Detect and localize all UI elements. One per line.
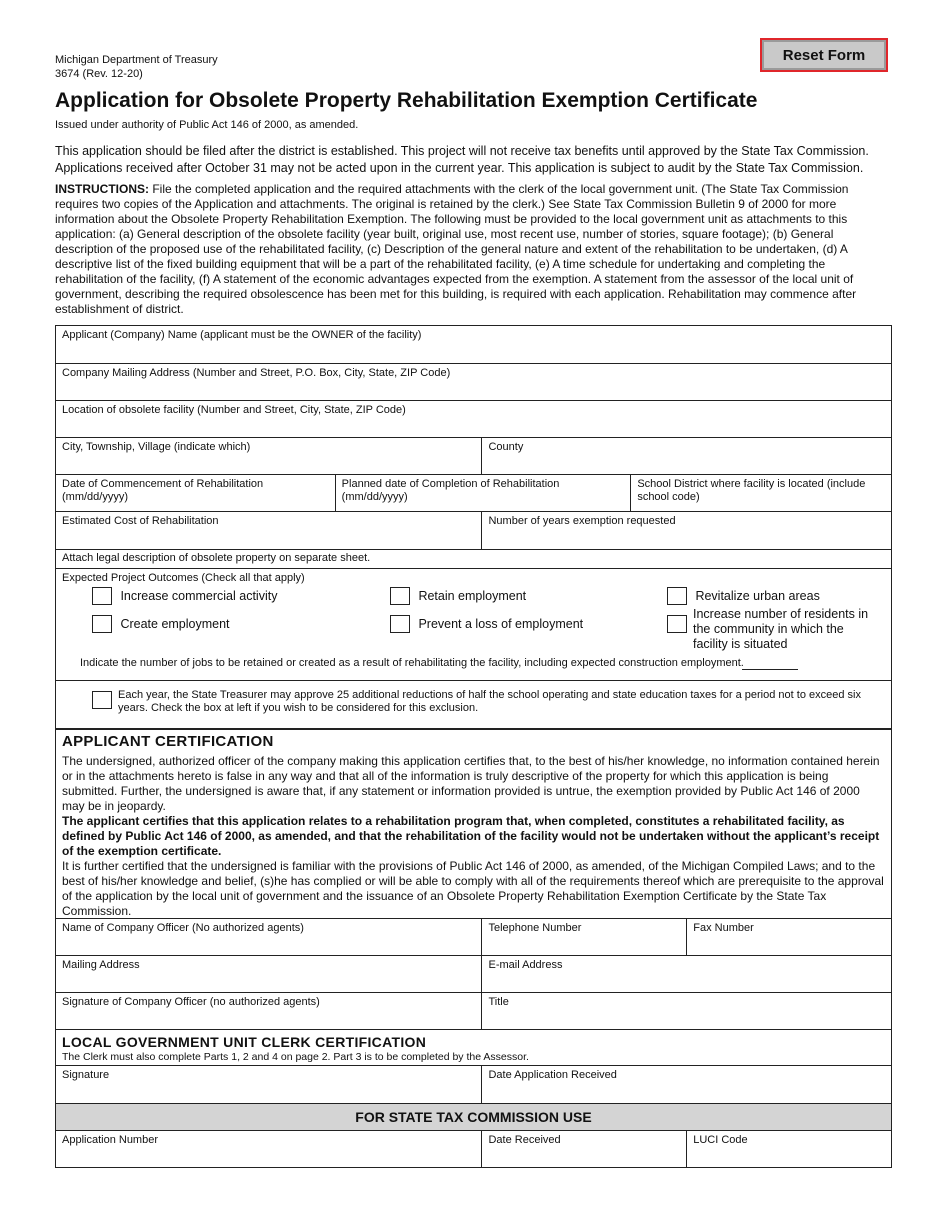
school-tax-exclusion-checkbox[interactable] [92,691,112,709]
reset-form-button[interactable]: Reset Form [760,38,888,72]
clerk-certification [55,1029,892,1065]
city-county-row [55,437,892,474]
telephone-field[interactable]: Telephone Number [481,919,686,955]
location-row [55,400,892,437]
email-field[interactable]: E-mail Address [481,956,891,992]
legal-description-note: Attach legal description of obsolete property on separate sheet. [62,552,371,564]
officer-signature-row [55,992,892,1029]
officer-signature-field[interactable]: Signature of Company Officer (no authorized agents) [62,996,320,1008]
years-requested-field[interactable]: Number of years exemption requested [481,512,891,549]
outcome-label: Create employment [120,617,230,632]
outcome-checkbox[interactable] [92,615,112,633]
agency-name: Michigan Department of Treasury [55,54,218,66]
outcome-option [92,587,277,605]
mailing-address-row [55,363,892,400]
outcome-label: Increase commercial activity [120,589,278,604]
officer-name-field[interactable]: Name of Company Officer (No authorized agents) [62,922,304,934]
outcome-checkbox[interactable] [92,587,112,605]
intro-line-1: This application should be filed after the district is established. This project will not receive tax benefits until approved by the State Tax Commission. [55,144,869,158]
applicant-name-field[interactable]: Applicant (Company) Name (applicant must be the OWNER of the facility) [62,329,422,341]
clerk-row [55,1065,892,1103]
facility-location-field[interactable]: Location of obsolete facility (Number and Street, City, State, ZIP Code) [62,404,406,416]
officer-address-row [55,955,892,992]
fax-field[interactable]: Fax Number [686,919,891,955]
outcome-option [390,615,583,633]
jobs-count-input[interactable] [742,668,798,670]
cost-years-row [55,511,892,549]
outcomes-label: Expected Project Outcomes (Check all that apply) [62,572,305,584]
outcome-label: Prevent a loss of employment [418,617,584,632]
officer-mailing-address-field[interactable]: Mailing Address [62,959,140,971]
school-tax-section [55,680,892,728]
outcome-checkbox[interactable] [667,615,687,633]
outcome-label: Increase number of residents in the community in which the facility is situated [693,607,869,651]
stc-date-received-field[interactable]: Date Received [481,1131,686,1167]
estimated-cost-field[interactable]: Estimated Cost of Rehabilitation [62,515,219,527]
application-number-field[interactable]: Application Number [62,1134,158,1146]
outcome-label: Revitalize urban areas [695,589,820,604]
outcome-option [667,587,820,605]
clerk-certification-title: LOCAL GOVERNMENT UNIT CLERK CERTIFICATION [62,1034,427,1050]
applicant-name-row [55,325,892,363]
certification-paragraph-1: The undersigned, authorized officer of the company making this application certifies that, to the best of his/her knowledge, no information contained herein or in the attachments hereto is false in any way and that all of the information is truly descriptive of the property for which this application is being submitted. Further, the undersigned is aware that, if any statement or information provided is untrue, the exemption provided by Public Act 146 of 2000 may be in jeopardy. [62,754,880,813]
jobs-question: Indicate the number of jobs to be retained or created as a result of rehabilitating the facility, including expected construction employment. [80,657,744,669]
city-township-field[interactable]: City, Township, Village (indicate which) [62,441,251,453]
stc-row [55,1130,892,1168]
county-field[interactable]: County [481,438,891,474]
certification-paragraph-2: The applicant certifies that this application relates to a rehabilitation program that, when completed, constitutes a rehabilitated facility, as defined by Public Act 146 of 2000, as amended, and that the rehabilitation of the facility would not be undertaken without the applicant’s receipt of the exemption certificate. [62,814,880,858]
instructions-text: File the completed application and the required attachments with the clerk of the local government unit. (The State Tax Commission requires two copies of the Application and attachments. The original is retained by the clerk.) See State Tax Commission Bulletin 9 of 2000 for more information about the Obsolete Property Rehabilitation Exemption. The following must be provided to the local government unit as attachments to this application: (a) General description of the obsolete facility (year built, original use, most recent use, number of stories, square footage); (b) General description of the proposed use of the rehabilitated facility, (c) Description of the general nature and extent of the rehabilitation to be undertaken, (d) A descriptive list of the fixed building equipment that will be a part of the rehabilitated facility, (e) A time schedule for undertaking and completing the rehabilitation of the facility, (f) A statement of the economic advantages expected from the exemption. A statement from the assessor of the local unit of government, describing the required obsolescence has been met for this building, is required with each application. Rehabilitation may commence after establishment of district. [55,182,857,316]
applicant-certification [55,728,892,918]
officer-title-field[interactable]: Title [481,993,891,1029]
outcome-label: Retain employment [418,589,527,604]
completion-date-field[interactable]: Planned date of Completion of Rehabilitation (mm/dd/yyyy) [335,475,631,511]
stc-use-title: FOR STATE TAX COMMISSION USE [355,1109,592,1125]
outcome-checkbox[interactable] [390,587,410,605]
certification-title: APPLICANT CERTIFICATION [62,733,274,750]
legal-description-row [55,549,892,568]
officer-row [55,918,892,955]
commencement-date-field[interactable]: Date of Commencement of Rehabilitation (mm/dd/yyyy) [62,478,264,503]
stc-use-header [55,1103,892,1130]
outcome-option [390,587,526,605]
school-district-field[interactable]: School District where facility is located (include school code) [630,475,891,511]
instructions-label: INSTRUCTIONS: [55,182,149,196]
outcome-checkbox[interactable] [667,587,687,605]
outcome-checkbox[interactable] [390,615,410,633]
school-tax-text: Each year, the State Treasurer may approve 25 additional reductions of half the school operating and state education taxes for a period not to exceed six years. Check the box at left if you wish to be considered for this exclusion. [118,689,861,714]
application-form [55,325,892,1168]
dates-row [55,474,892,511]
certification-paragraph-3: It is further certified that the undersigned is familiar with the provisions of Public Act 146 of 2000, as amended, of the Michigan Compiled Laws; and to the best of his/her knowledge and belief, (s)he has complied or will be able to comply with all of the requirements thereof which are prerequisite to the approval of the application by the local unit of government and the issuance of an Obsolete Property Rehabilitation Exemption Certificate by the State Tax Commission. [62,859,884,918]
company-mailing-address-field[interactable]: Company Mailing Address (Number and Street, P.O. Box, City, State, ZIP Code) [62,367,451,379]
intro-line-2: Applications received after October 31 may not be acted upon in the current year. This application is subject to audit by the State Tax Commission. [55,161,864,175]
page-title: Application for Obsolete Property Rehabilitation Exemption Certificate [55,89,758,112]
date-application-received-field[interactable]: Date Application Received [481,1066,891,1103]
outcomes-section [55,568,892,680]
authority-note: Issued under authority of Public Act 146 of 2000, as amended. [55,119,359,131]
luci-code-field[interactable]: LUCI Code [686,1131,891,1167]
clerk-note: The Clerk must also complete Parts 1, 2 and 4 on page 2. Part 3 is to be completed by the Assessor. [62,1051,529,1063]
form-number: 3674 (Rev. 12-20) [55,68,143,80]
outcome-option [92,615,230,633]
clerk-signature-field[interactable]: Signature [62,1069,110,1081]
instructions [55,182,893,317]
